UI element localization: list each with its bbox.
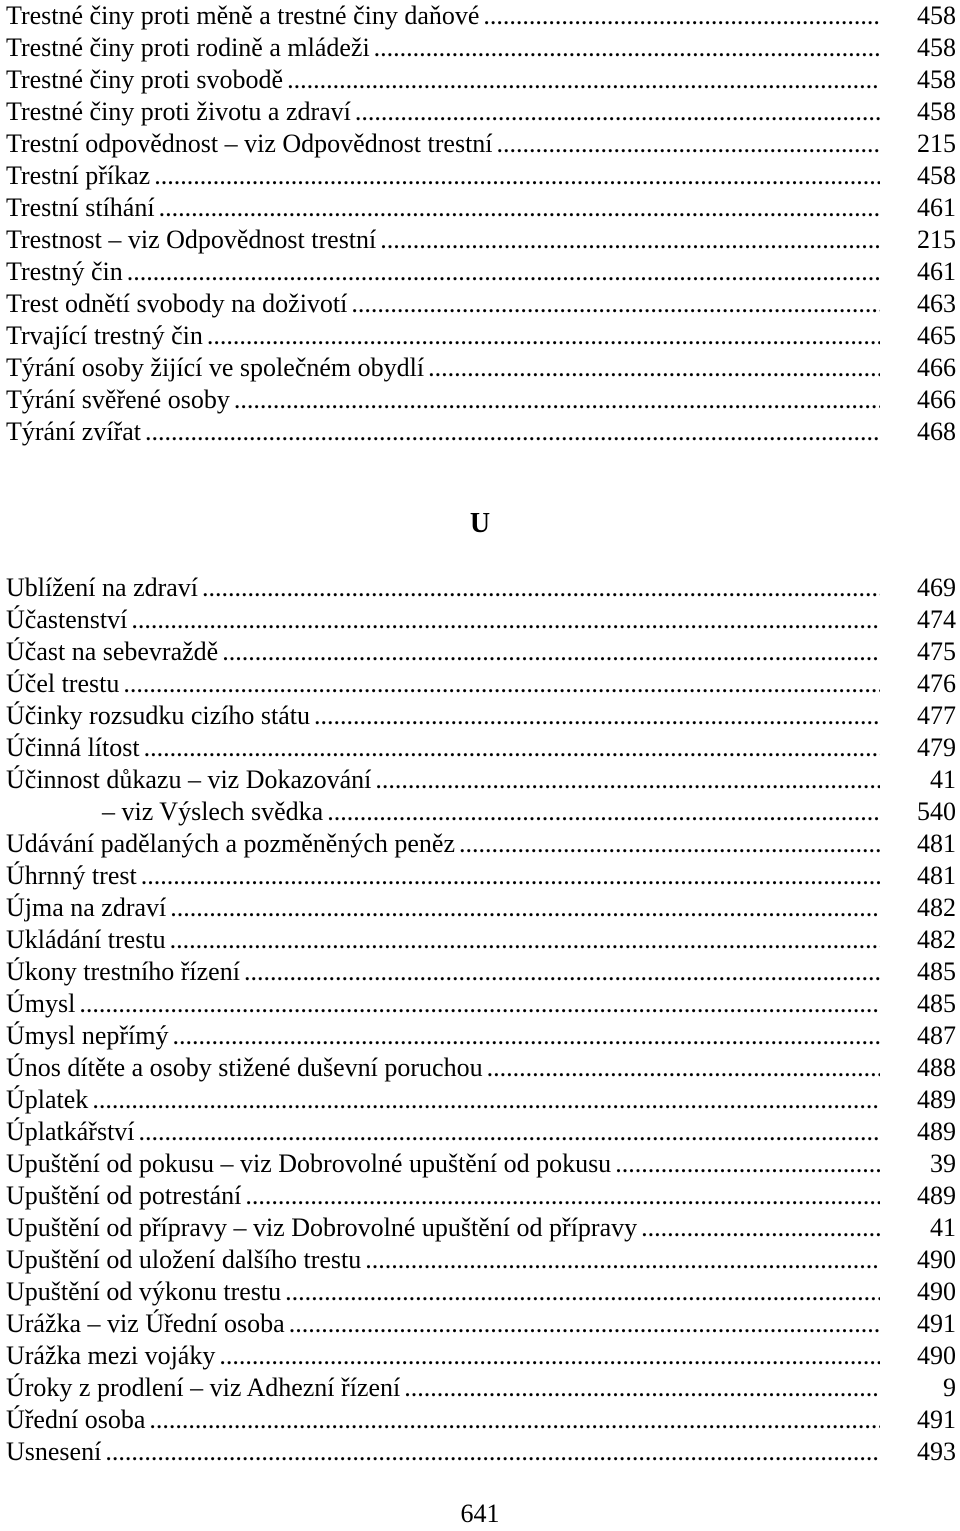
index-entry xyxy=(6,0,956,32)
index-entry xyxy=(6,160,956,192)
entry-page: 215 xyxy=(917,129,956,158)
leader-dots xyxy=(244,956,880,988)
leader-dots xyxy=(139,1116,880,1148)
leader-dots xyxy=(314,700,880,732)
index-entry xyxy=(6,1308,956,1340)
index-entry xyxy=(6,1052,956,1084)
leader-dots xyxy=(173,1020,881,1052)
leader-dots xyxy=(459,828,880,860)
entry-term: Týrání svěřené osoby xyxy=(6,385,230,414)
entry-term: Urážka mezi vojáky xyxy=(6,1341,216,1370)
entry-term: Újma na zdraví xyxy=(6,893,167,922)
index-entry xyxy=(6,128,956,160)
entry-page: 469 xyxy=(917,573,956,602)
index-subentry xyxy=(6,796,956,828)
entry-page: 475 xyxy=(917,637,956,666)
entry-page: 491 xyxy=(917,1405,956,1434)
index-entry xyxy=(6,416,956,448)
entry-term: Usnesení xyxy=(6,1437,102,1466)
index-section-t xyxy=(6,0,956,448)
index-section-u xyxy=(6,572,956,1468)
entry-term: Trvající trestný čin xyxy=(6,321,203,350)
index-entry xyxy=(6,700,956,732)
entry-page: 482 xyxy=(917,925,956,954)
index-entry xyxy=(6,224,956,256)
index-entry xyxy=(6,192,956,224)
entry-page: 481 xyxy=(917,829,956,858)
entry-term: Účel trestu xyxy=(6,669,120,698)
index-entry xyxy=(6,1020,956,1052)
leader-dots xyxy=(428,352,880,384)
leader-dots xyxy=(285,1276,880,1308)
entry-term: Účinná lítost xyxy=(6,733,140,762)
entry-page: 458 xyxy=(917,161,956,190)
index-entry xyxy=(6,64,956,96)
entry-page: 39 xyxy=(930,1149,956,1178)
leader-dots xyxy=(355,96,880,128)
index-entry xyxy=(6,636,956,668)
entry-page: 463 xyxy=(917,289,956,318)
entry-term: Trestnost – viz Odpovědnost trestní xyxy=(6,225,377,254)
leader-dots xyxy=(327,796,880,828)
index-entry xyxy=(6,1212,956,1244)
entry-page: 491 xyxy=(917,1309,956,1338)
index-entry xyxy=(6,32,956,64)
entry-term: Trestní příkaz xyxy=(6,161,151,190)
leader-dots xyxy=(375,764,880,796)
leader-dots xyxy=(202,572,880,604)
entry-page: 490 xyxy=(917,1341,956,1370)
entry-page: 9 xyxy=(943,1373,956,1402)
leader-dots xyxy=(127,256,880,288)
entry-term: Účinnost důkazu – viz Dokazování xyxy=(6,765,372,794)
entry-page: 489 xyxy=(917,1117,956,1146)
entry-term: Účinky rozsudku cizího státu xyxy=(6,701,310,730)
leader-dots xyxy=(374,32,880,64)
entry-term: Upuštění od výkonu trestu xyxy=(6,1277,282,1306)
leader-dots xyxy=(380,224,880,256)
entry-page: 461 xyxy=(917,193,956,222)
index-entry xyxy=(6,256,956,288)
entry-page: 485 xyxy=(917,957,956,986)
leader-dots xyxy=(497,128,880,160)
leader-dots xyxy=(615,1148,880,1180)
entry-page: 489 xyxy=(917,1085,956,1114)
entry-page: 468 xyxy=(917,417,956,446)
leader-dots xyxy=(245,1180,880,1212)
index-entry xyxy=(6,320,956,352)
index-entry xyxy=(6,828,956,860)
leader-dots xyxy=(487,1052,880,1084)
entry-page: 482 xyxy=(917,893,956,922)
entry-page: 215 xyxy=(917,225,956,254)
index-entry xyxy=(6,1276,956,1308)
leader-dots xyxy=(222,636,880,668)
entry-term: Úmysl nepřímý xyxy=(6,1021,169,1050)
entry-page: 474 xyxy=(917,605,956,634)
leader-dots xyxy=(131,604,880,636)
index-entry xyxy=(6,988,956,1020)
entry-page: 461 xyxy=(917,257,956,286)
entry-term: Urážka – viz Úřední osoba xyxy=(6,1309,285,1338)
entry-term: Účastenství xyxy=(6,605,128,634)
leader-dots xyxy=(92,1084,880,1116)
entry-page: 477 xyxy=(917,701,956,730)
index-entry xyxy=(6,96,956,128)
entry-page: 493 xyxy=(917,1437,956,1466)
entry-term: Týrání osoby žijící ve společném obydlí xyxy=(6,353,425,382)
entry-term: Trestné činy proti svobodě xyxy=(6,65,284,94)
index-entry xyxy=(6,668,956,700)
entry-term: Upuštění od potrestání xyxy=(6,1181,242,1210)
index-entry xyxy=(6,1116,956,1148)
index-entry xyxy=(6,384,956,416)
leader-dots xyxy=(145,416,880,448)
entry-page: 488 xyxy=(917,1053,956,1082)
entry-page: 41 xyxy=(930,765,956,794)
entry-term: Trestné činy proti měně a trestné činy daňové xyxy=(6,1,480,30)
leader-dots xyxy=(79,988,880,1020)
leader-dots xyxy=(141,860,880,892)
entry-page: 458 xyxy=(917,33,956,62)
leader-dots xyxy=(641,1212,880,1244)
index-entry xyxy=(6,1404,956,1436)
entry-page: 490 xyxy=(917,1245,956,1274)
leader-dots xyxy=(483,0,880,32)
leader-dots xyxy=(170,924,880,956)
index-entry xyxy=(6,892,956,924)
entry-page: 465 xyxy=(917,321,956,350)
index-entry xyxy=(6,860,956,892)
entry-term: Úhrnný trest xyxy=(6,861,137,890)
entry-term: Trestní odpovědnost – viz Odpovědnost trestní xyxy=(6,129,493,158)
index-entry xyxy=(6,572,956,604)
leader-dots xyxy=(365,1244,880,1276)
entry-term: Ukládání trestu xyxy=(6,925,166,954)
entry-page: 481 xyxy=(917,861,956,890)
leader-dots xyxy=(207,320,880,352)
index-entry xyxy=(6,1244,956,1276)
leader-dots xyxy=(149,1404,880,1436)
index-entry xyxy=(6,1148,956,1180)
entry-term: Trestní stíhání xyxy=(6,193,155,222)
entry-term: Upuštění od uložení dalšího trestu xyxy=(6,1245,362,1274)
entry-term: Upuštění od pokusu – viz Dobrovolné upuštění od pokusu xyxy=(6,1149,612,1178)
leader-dots xyxy=(219,1340,880,1372)
entry-page: 540 xyxy=(917,797,956,826)
entry-page: 41 xyxy=(930,1213,956,1242)
page-number: 641 xyxy=(460,1499,500,1528)
index-entry xyxy=(6,352,956,384)
leader-dots xyxy=(123,668,880,700)
index-entry xyxy=(6,1372,956,1404)
entry-term: Úplatkářství xyxy=(6,1117,135,1146)
entry-page: 490 xyxy=(917,1277,956,1306)
index-entry xyxy=(6,956,956,988)
entry-term: Úroky z prodlení – viz Adhezní řízení xyxy=(6,1373,401,1402)
entry-term: Upuštění od přípravy – viz Dobrovolné upuštění od přípravy xyxy=(6,1213,638,1242)
leader-dots xyxy=(404,1372,880,1404)
entry-term: Ublížení na zdraví xyxy=(6,573,199,602)
index-entry xyxy=(6,1436,956,1468)
entry-page: 458 xyxy=(917,1,956,30)
index-entry xyxy=(6,1180,956,1212)
leader-dots xyxy=(144,732,880,764)
entry-term: – viz Výslech svědka xyxy=(102,797,324,826)
entry-page: 485 xyxy=(917,989,956,1018)
index-entry xyxy=(6,604,956,636)
entry-page: 479 xyxy=(917,733,956,762)
entry-page: 489 xyxy=(917,1181,956,1210)
leader-dots xyxy=(154,160,880,192)
leader-dots xyxy=(289,1308,880,1340)
index-entry xyxy=(6,1084,956,1116)
index-entry xyxy=(6,924,956,956)
entry-term: Týrání zvířat xyxy=(6,417,141,446)
leader-dots xyxy=(170,892,880,924)
entry-term: Trestné činy proti rodině a mládeži xyxy=(6,33,370,62)
entry-term: Úmysl xyxy=(6,989,76,1018)
leader-dots xyxy=(234,384,880,416)
entry-term: Trestné činy proti životu a zdraví xyxy=(6,97,351,126)
entry-term: Úplatek xyxy=(6,1085,89,1114)
index-entry xyxy=(6,764,956,796)
entry-page: 466 xyxy=(917,353,956,382)
index-entry xyxy=(6,1340,956,1372)
section-letter-heading: U xyxy=(469,508,491,539)
index-entry xyxy=(6,732,956,764)
entry-page: 476 xyxy=(917,669,956,698)
leader-dots xyxy=(351,288,880,320)
entry-term: Únos dítěte a osoby stižené duševní poruchou xyxy=(6,1053,483,1082)
entry-page: 466 xyxy=(917,385,956,414)
entry-term: Udávání padělaných a pozměněných peněz xyxy=(6,829,456,858)
leader-dots xyxy=(159,192,880,224)
entry-term: Úkony trestního řízení xyxy=(6,957,240,986)
entry-page: 487 xyxy=(917,1021,956,1050)
entry-term: Trest odnětí svobody na doživotí xyxy=(6,289,348,318)
entry-page: 458 xyxy=(917,97,956,126)
leader-dots xyxy=(105,1436,880,1468)
index-entry xyxy=(6,288,956,320)
entry-term: Trestný čin xyxy=(6,257,123,286)
entry-term: Úřední osoba xyxy=(6,1405,146,1434)
entry-page: 458 xyxy=(917,65,956,94)
entry-term: Účast na sebevraždě xyxy=(6,637,219,666)
leader-dots xyxy=(287,64,880,96)
